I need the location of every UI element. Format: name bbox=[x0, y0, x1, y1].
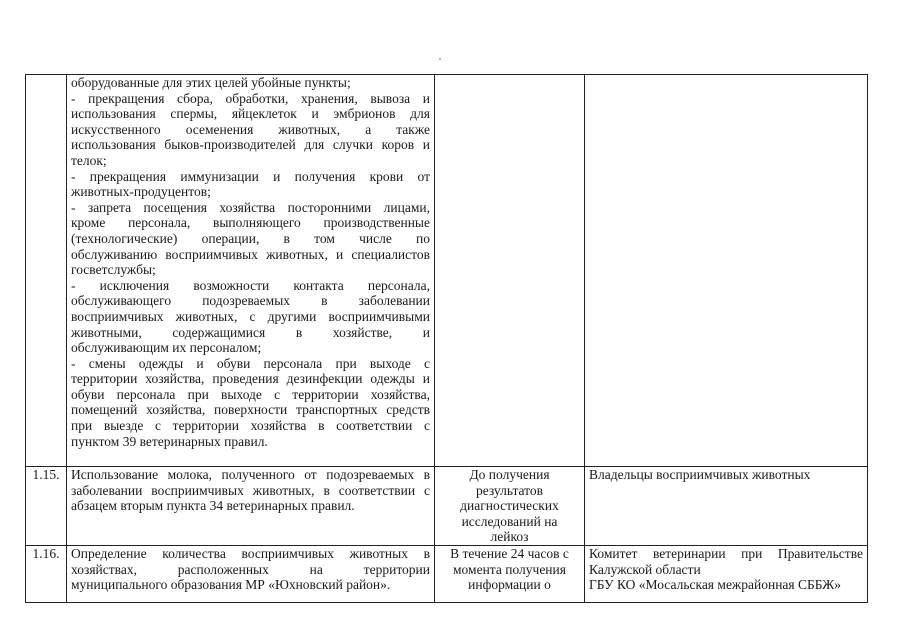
responsible-cell bbox=[585, 75, 868, 467]
measure-line: использования быков-производителей для случки коров и bbox=[71, 137, 430, 153]
measure-line: - прекращения сбора, обработки, хранения, вывоза и bbox=[71, 90, 430, 106]
measure-line: помещений хозяйства, поверхности транспортных средств bbox=[71, 402, 430, 418]
measure-line: - исключения возможности контакта персонала, bbox=[71, 277, 430, 293]
measure-line: Определение количества восприимчивых животных в bbox=[71, 545, 430, 561]
measure-line: заболевании восприимчивых животных, в соответствии с bbox=[71, 482, 430, 498]
term-line: информации о bbox=[468, 577, 551, 593]
term-line: До получения bbox=[469, 467, 550, 482]
measure-line: искусственного осеменения животных, а также bbox=[71, 121, 430, 137]
measure-line: животных-продуцентов; bbox=[71, 184, 211, 200]
term-cell bbox=[435, 467, 585, 546]
measure-line: муниципального образования МР «Юхновский район». bbox=[71, 577, 391, 593]
responsible-line: Калужской области bbox=[589, 561, 701, 577]
measure-line: Использование молока, полученного от подозреваемых в bbox=[71, 467, 430, 482]
measure-cell bbox=[67, 75, 435, 467]
measure-line: восприимчивых животных, с другими восприимчивыми bbox=[71, 308, 430, 324]
measure-line: обслуживающего подозреваемых в заболевании bbox=[71, 293, 430, 309]
measure-line: хозяйствах, расположенных на территории bbox=[71, 561, 430, 577]
measure-line: оборудованные для этих целей убойные пункты; bbox=[71, 75, 351, 90]
measure-line: обуви персонала при выходе с территории хозяйства, bbox=[71, 386, 430, 402]
measure-line: кроме персонала, выполняющего производственные bbox=[71, 215, 430, 231]
term-line: В течение 24 часов с bbox=[450, 545, 569, 561]
term-cell bbox=[435, 75, 585, 467]
responsible-cell bbox=[585, 467, 868, 546]
measure-line: животными, содержащимися в хозяйстве, и bbox=[71, 324, 430, 340]
measure-line: использования спермы, яйцеклеток и эмбрионов для bbox=[71, 106, 430, 122]
measure-line: обслуживающим их персоналом; bbox=[71, 340, 262, 356]
measure-line: пунктом 39 ветеринарных правил. bbox=[71, 433, 268, 449]
term-cell bbox=[435, 545, 585, 602]
row-number: 1.15. bbox=[26, 467, 67, 546]
term-line: результатов bbox=[475, 482, 544, 498]
row-number: 1.16. bbox=[26, 545, 67, 602]
table-row bbox=[26, 545, 868, 602]
measure-line: (технологические) операции, в том числе по bbox=[71, 230, 430, 246]
responsible-line: Комитет ветеринарии при Правительстве bbox=[589, 545, 863, 561]
term-line: момента получения bbox=[453, 561, 566, 577]
measure-line: территории хозяйства, проведения дезинфекции одежды и bbox=[71, 371, 430, 387]
term-line: лейкоз bbox=[490, 529, 529, 545]
measure-line: госветслужбы; bbox=[71, 262, 156, 278]
measure-line: обслуживанию восприимчивых животных, и специалистов bbox=[71, 246, 430, 262]
measure-cell bbox=[67, 467, 435, 546]
table-row bbox=[26, 467, 868, 546]
measure-line: - смены одежды и обуви персонала при выходе с bbox=[71, 355, 430, 371]
measures-table bbox=[25, 74, 868, 603]
row-number bbox=[26, 75, 67, 467]
responsible-line: Владельцы восприимчивых животных bbox=[589, 467, 811, 482]
measure-line: - запрета посещения хозяйства посторонними лицами, bbox=[71, 199, 430, 215]
measure-line: телок; bbox=[71, 152, 107, 168]
measure-line: при выезде с территории хозяйства в соответствии с bbox=[71, 418, 430, 434]
responsible-cell bbox=[585, 545, 868, 602]
table-row bbox=[26, 75, 868, 467]
measure-cell bbox=[67, 545, 435, 602]
responsible-line: ГБУ КО «Мосальская межрайонная СББЖ» bbox=[589, 577, 842, 593]
scan-speck bbox=[439, 58, 441, 60]
measure-line: абзацем вторым пункта 34 ветеринарных правил. bbox=[71, 498, 355, 514]
term-line: исследований на bbox=[461, 513, 558, 529]
term-line: диагностических bbox=[460, 498, 559, 514]
measure-line: - прекращения иммунизации и получения крови от bbox=[71, 168, 430, 184]
